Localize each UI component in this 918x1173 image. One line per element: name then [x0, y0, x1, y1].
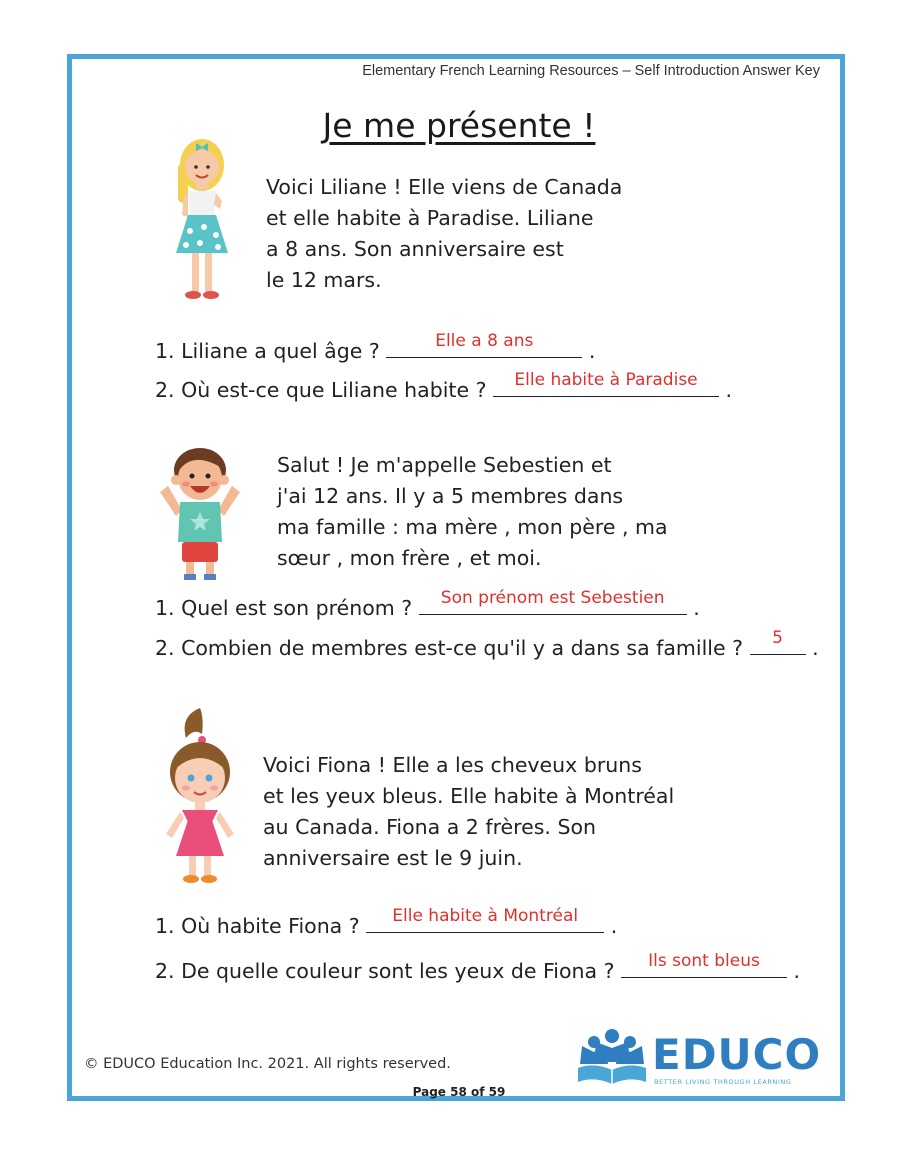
- section-3-question-1: [155, 906, 618, 938]
- answer-blank: [386, 331, 582, 358]
- question-text: 1. Où habite Fiona ?: [155, 914, 360, 938]
- answer-blank: [750, 628, 806, 655]
- section-1-question-2: [155, 370, 733, 402]
- answer-text: Elle a 8 ans: [435, 331, 534, 351]
- section-2-question-1: [155, 588, 700, 620]
- question-end: .: [793, 959, 801, 983]
- question-end: .: [693, 596, 700, 620]
- question-end: .: [725, 378, 733, 402]
- boy-sebestien-illustration: [152, 440, 248, 584]
- answer-blank: [419, 588, 687, 615]
- question-text: 1. Quel est son prénom ?: [155, 596, 413, 620]
- section-2-paragraph: Salut ! Je m'appelle Sebestien et j'ai 12 ans. Il y a 5 membres dans ma famille : ma mère , mon père , ma sœur , mon frère , et moi.: [277, 453, 668, 570]
- answer-text: Ils sont bleus: [648, 951, 760, 971]
- answer-blank: [366, 906, 604, 933]
- girl-liliane-illustration: [168, 135, 238, 303]
- answer-blank: [621, 951, 787, 978]
- logo-tagline: BETTER LIVING THROUGH LEARNING: [654, 1078, 792, 1086]
- page-header: Elementary French Learning Resources – Self Introduction Answer Key: [362, 63, 820, 79]
- section-3-paragraph: Voici Fiona ! Elle a les cheveux bruns et les yeux bleus. Elle habite à Montréal au Canada. Fiona a 2 frères. Son anniversaire est le 9 juin.: [263, 753, 675, 870]
- page-number: Page 58 of 59: [412, 1085, 506, 1099]
- question-end: .: [812, 636, 819, 660]
- question-end: .: [588, 339, 596, 363]
- question-text: 1. Liliane a quel âge ?: [155, 339, 380, 363]
- section-1-paragraph: Voici Liliane ! Elle viens de Canada et elle habite à Paradise. Liliane a 8 ans. Son anniversaire est le 12 mars.: [266, 175, 623, 292]
- question-text: 2. Combien de membres est-ce qu'il y a dans sa famille ?: [155, 636, 743, 660]
- question-end: .: [610, 914, 618, 938]
- girl-fiona-illustration: [150, 704, 246, 888]
- question-text: 2. Où est-ce que Liliane habite ?: [155, 378, 487, 402]
- reading-people-logo-icon: [574, 1028, 650, 1090]
- answer-text: Elle habite à Paradise: [514, 370, 698, 390]
- section-3-question-2: [155, 951, 801, 983]
- section-2-question-2: [155, 628, 819, 660]
- answer-text: Son prénom est Sebestien: [440, 588, 665, 608]
- copyright-notice: © EDUCO Education Inc. 2021. All rights reserved.: [84, 1056, 451, 1072]
- answer-blank: [493, 370, 719, 397]
- educo-logo: [574, 1028, 822, 1092]
- logo-wordmark: EDUCO: [652, 1030, 822, 1079]
- answer-text: 5: [772, 628, 783, 648]
- question-text: 2. De quelle couleur sont les yeux de Fiona ?: [155, 959, 615, 983]
- answer-text: Elle habite à Montréal: [392, 906, 579, 926]
- section-1-question-1: [155, 331, 596, 363]
- page-title: Je me présente !: [322, 106, 596, 145]
